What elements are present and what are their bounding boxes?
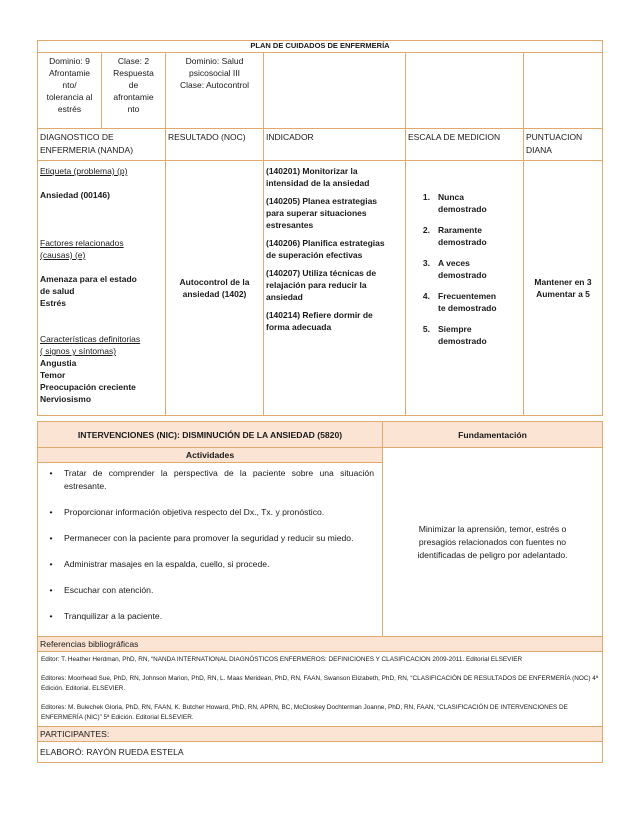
escala-item: 1. Nunca demostrado bbox=[422, 192, 487, 214]
etiqueta-label: Etiqueta (problema) (p) bbox=[40, 166, 128, 176]
actividades-label: Actividades bbox=[38, 448, 382, 463]
fundamentacion-label: Fundamentación bbox=[383, 422, 603, 448]
actividad-item: • Tranquilizar a la paciente. bbox=[49, 611, 163, 621]
interventions-title: INTERVENCIONES (NIC): DISMINUCIÓN DE LA ANSIEDAD (5820) bbox=[38, 422, 383, 448]
actividad-item: • Administrar masajes en la espalda, cuello, si procede. bbox=[49, 559, 270, 569]
indicador-cell: (140201) Monitorizar la intensidad de la ansiedad (140205) Planea estrategias para superar situaciones estresantes (140206) Planifica estrategias de superación efectivas (140207) Utiliza técnicas de relajación para reducir la ansiedad (140214) Refiere dormir de forma adecuada bbox=[264, 161, 406, 416]
actividad-item: • Permanecer con la paciente para promover la seguridad y reducir su miedo. bbox=[49, 533, 354, 543]
escala-item: 2. Raramente demostrado bbox=[422, 225, 487, 247]
participantes-label: PARTICIPANTES: bbox=[38, 727, 603, 742]
header-indicador: INDICADOR bbox=[264, 129, 406, 161]
actividad-item: • Proporcionar información objetiva respecto del Dx., Tx. y pronóstico. bbox=[49, 507, 325, 517]
empty-cell bbox=[264, 53, 406, 129]
empty-cell bbox=[406, 53, 524, 129]
resultado-noc-cell: Autocontrol de la ansiedad (1402) bbox=[166, 161, 264, 416]
plan-title: PLAN DE CUIDADOS DE ENFERMERÍA bbox=[38, 41, 603, 53]
actividades-cell bbox=[38, 448, 383, 637]
header-resultado: RESULTADO (NOC) bbox=[166, 129, 264, 161]
etiqueta-value: Ansiedad (00146) bbox=[40, 190, 110, 200]
puntuacion-diana-cell: Mantener en 3 Aumentar a 5 bbox=[524, 161, 603, 416]
escala-cell bbox=[406, 161, 524, 416]
header-puntuacion: PUNTUACION DIANA bbox=[524, 129, 603, 161]
fundamentacion-cell: Minimizar la aprensión, temor, estrés o presagios relacionados con fuentes no identificadas de peligro por adelantado. bbox=[383, 448, 603, 637]
elaboro-text: ELABORÓ: RAYÓN RUEDA ESTELA bbox=[38, 742, 603, 763]
escala-item: 5. Siempre demostrado bbox=[422, 324, 487, 346]
diagnosis-cell: Etiqueta (problema) (p) Ansiedad (00146) Factores relacionados (causas) (e) Amenaza para el estado de salud Estrés Características definitorias ( signos y síntomas) Angustia Temor Preocupación creciente Nerviosismo bbox=[38, 161, 166, 416]
domain-class-cell: Dominio: Salud psicosocial III Clase: Autocontrol bbox=[166, 53, 264, 129]
domain-cell: Dominio: 9 Afrontamie nto/ tolerancia al estrés bbox=[38, 53, 102, 129]
interventions-table bbox=[37, 421, 603, 763]
header-diagnostico: DIAGNOSTICO DE ENFERMERIA (NANDA) bbox=[38, 129, 166, 161]
referencia-item: Editor: T. Heather Herdman, PhD, RN, “NANDA INTERNATIONAL DIAGNÓSTICOS ENFERMEROS: DEFINICIONES Y CLASIFICACION 2009-2011. Editorial ELSEVIER bbox=[41, 656, 523, 663]
escala-item: 3. A veces demostrado bbox=[422, 258, 487, 280]
referencias-cell bbox=[38, 652, 603, 727]
referencia-item: Editores: M. Bulechek Gloria, PhD, RN, FAAN, K. Butcher Howard, PhD, RN, APRN, BC, McCloskey Dochterman Joanne, PhD, RN, FAAN, “CLASIFICACIÓN DE INTERVENCIONES DE ENFERMERÍA (NIC)” 5ª Edición. Editorial ELSEVIER. bbox=[41, 704, 568, 721]
actividad-item: • Tratar de comprender la perspectiva de la paciente sobre una situación estresante. bbox=[49, 468, 374, 491]
referencias-label: Referencias bibliográficas bbox=[38, 637, 603, 652]
care-plan-table bbox=[37, 40, 603, 416]
class-cell: Clase: 2 Respuesta de afrontamie nto bbox=[102, 53, 166, 129]
header-escala: ESCALA DE MEDICION bbox=[406, 129, 524, 161]
referencia-item: Editores: Moorhead Sue, PhD, RN, Johnson Marion, PhD, RN, L. Maas Meridean, PhD, RN, FAAN, Swanson Elizabeth, PhD, RN, “CLASIFICACIÓN DE RESULTADOS DE ENFERMERÍA (NOC) 4ª Edición. Editorial. ELSEVIER. bbox=[41, 675, 599, 692]
escala-item: 4. Frecuentemen te demostrado bbox=[422, 291, 497, 313]
actividad-item: • Escuchar con atención. bbox=[49, 585, 154, 595]
empty-cell bbox=[524, 53, 603, 129]
